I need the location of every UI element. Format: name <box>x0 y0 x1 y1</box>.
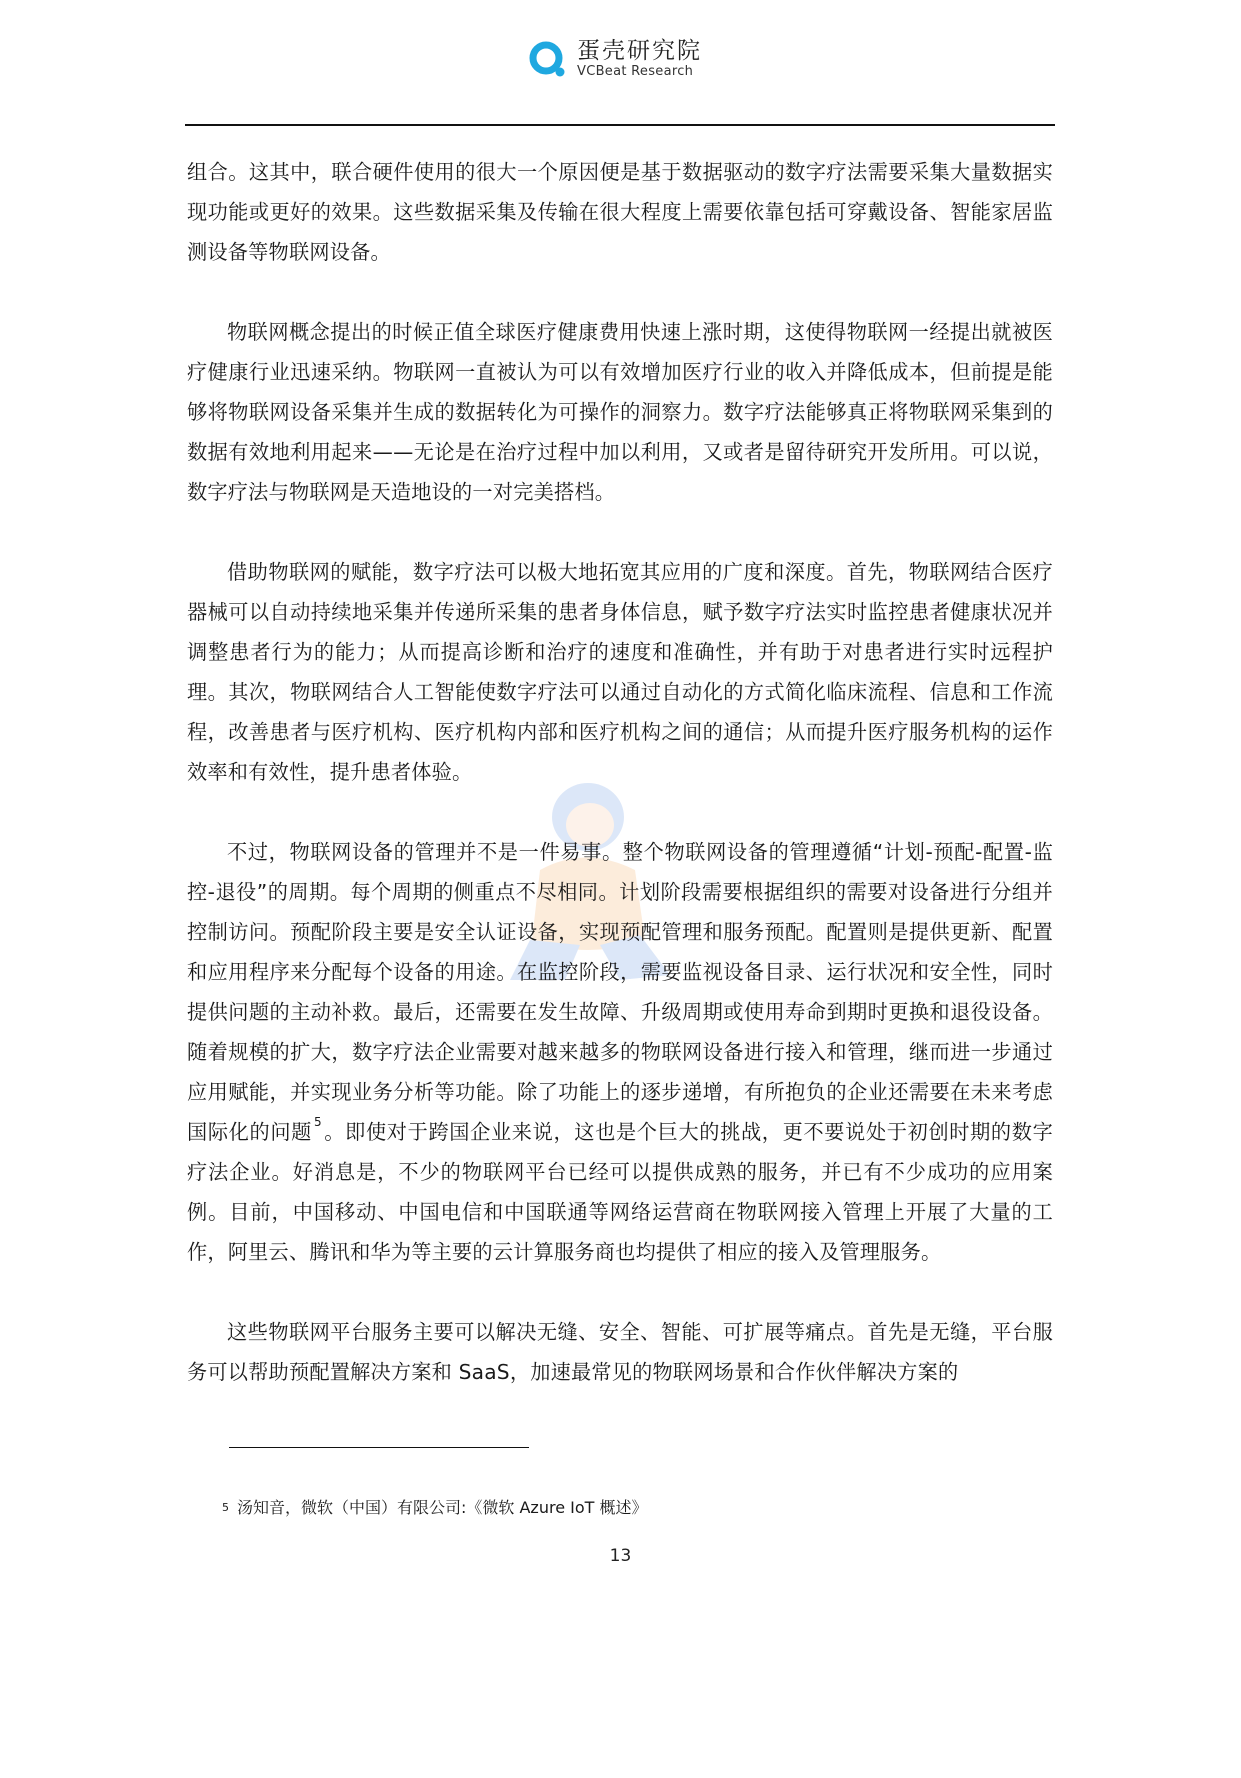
footnote <box>222 1497 648 1519</box>
paragraph-3: 借助物联网的赋能，数字疗法可以极大地拓宽其应用的广度和深度。首先，物联网结合医疗器械可以自动持续地采集并传递所采集的患者身体信息，赋予数字疗法实时监控患者健康状况并调整患者行为的能力；从而提高诊断和治疗的速度和准确性，并有助于对患者进行实时远程护理。其次，物联网结合人工智能使数字疗法可以通过自动化的方式简化临床流程、信息和工作流程，改善患者与医疗机构、医疗机构内部和医疗机构之间的通信；从而提升医疗服务机构的运作效率和有效性，提升患者体验。 <box>187 560 1053 784</box>
footnote-number: 5 <box>222 1501 229 1514</box>
paragraph-2: 物联网概念提出的时候正值全球医疗健康费用快速上涨时期，这使得物联网一经提出就被医疗健康行业迅速采纳。物联网一直被认为可以有效增加医疗行业的收入并降低成本，但前提是能够将物联网设备采集并生成的数据转化为可操作的洞察力。数字疗法能够真正将物联网采集到的数据有效地利用起来——无论是在治疗过程中加以利用，又或者是留待研究开发所用。可以说，数字疗法与物联网是天造地设的一对完美搭档。 <box>187 320 1053 504</box>
paragraph-5: 这些物联网平台服务主要可以解决无缝、安全、智能、可扩展等痛点。首先是无缝，平台服务可以帮助预配置解决方案和 SaaS，加速最常见的物联网场景和合作伙伴解决方案的 <box>187 1320 1053 1384</box>
paragraph-1: 组合。这其中，联合硬件使用的很大一个原因便是基于数据驱动的数字疗法需要采集大量数据实现功能或更好的效果。这些数据采集及传输在很大程度上需要依靠包括可穿戴设备、智能家居监测设备等物联网设备。 <box>187 160 1053 264</box>
logo-english-name: VCBeat Research <box>577 64 694 79</box>
brand-logo <box>527 38 702 80</box>
page-number: 13 <box>609 1546 632 1566</box>
paragraph-4-text-before: 不过，物联网设备的管理并不是一件易事。整个物联网设备的管理遵循“计划-预配-配置-监控-退役”的周期。每个周期的侧重点不尽相同。计划阶段需要根据组织的需要对设备进行分组并控制访问。预配阶段主要是安全认证设备，实现预配管理和服务预配。配置则是提供更新、配置和应用程序来分配每个设备的用途。在监控阶段，需要监视设备目录、运行状况和安全性，同时提供问题的主动补救。最后，还需要在发生故障、升级周期或使用寿命到期时更换和退役设备。随着规模的扩大，数字疗法企业需要对越来越多的物联网设备进行接入和管理，继而进一步通过应用赋能，并实现业务分析等功能。除了功能上的逐步递增，有所抱负的企业还需要在未来考虑国际化的问题 <box>187 840 1053 1144</box>
header-divider <box>185 124 1055 126</box>
paragraph-4 <box>187 832 1053 1272</box>
footnote-text: 汤知音，微软（中国）有限公司:《微软 Azure IoT 概述》 <box>237 1498 648 1517</box>
footnote-reference[interactable]: 5 <box>314 1115 322 1129</box>
logo-chinese-name: 蛋壳研究院 <box>577 38 702 64</box>
body-text <box>187 152 1053 1392</box>
paragraph-4-text-after: 。即使对于跨国企业来说，这也是个巨大的挑战，更不要说处于初创时期的数字疗法企业。好消息是，不少的物联网平台已经可以提供成熟的服务，并已有不少成功的应用案例。目前，中国移动、中国电信和中国联通等网络运营商在物联网接入管理上开展了大量的工作，阿里云、腾讯和华为等主要的云计算服务商也均提供了相应的接入及管理服务。 <box>187 1120 1053 1264</box>
logo-ring-icon <box>527 39 567 79</box>
footnote-divider <box>229 1447 529 1448</box>
